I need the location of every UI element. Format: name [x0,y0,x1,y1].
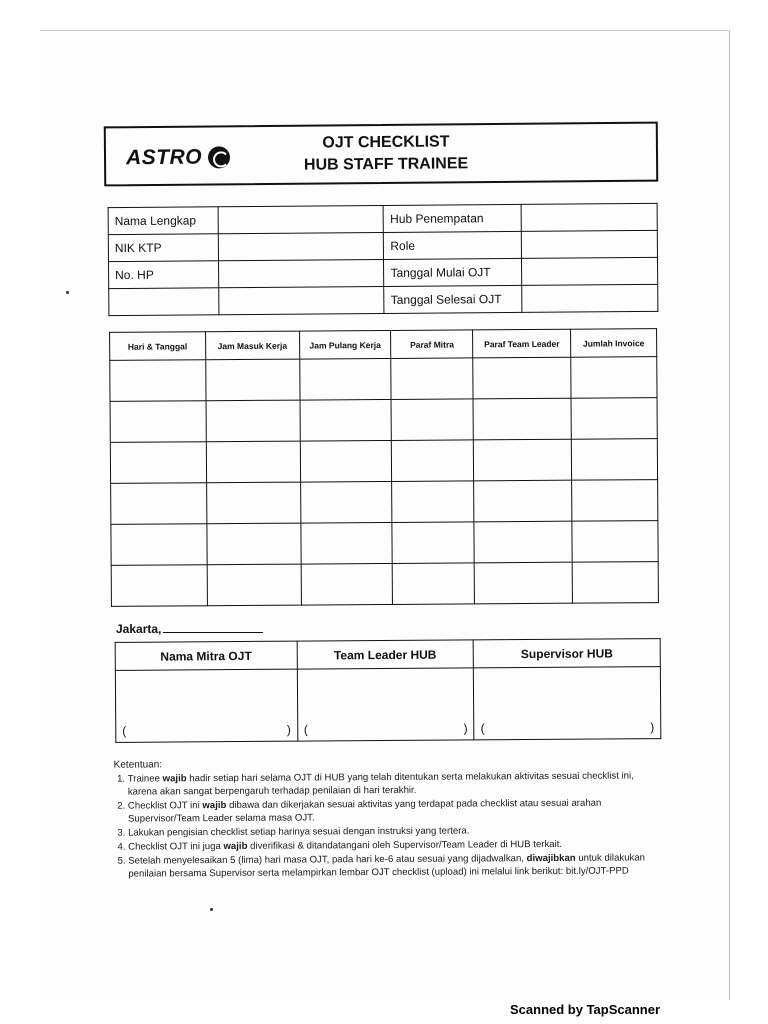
info-field[interactable] [218,205,384,233]
attendance-cell[interactable] [300,399,392,441]
signature-column-header: Team Leader HUB [297,640,474,669]
attendance-cell[interactable] [207,564,301,606]
info-label: Hub Penempatan [384,204,522,232]
signature-column-header: Nama Mitra OJT [115,641,297,670]
close-paren: ) [286,722,291,737]
signature-column-header: Supervisor HUB [473,639,660,668]
terms-section [114,755,661,881]
city-label: Jakarta, [116,622,162,636]
attendance-column-header: Jumlah Invoice [571,329,657,358]
open-paren: ( [303,722,308,737]
attendance-cell[interactable] [206,482,300,524]
info-field[interactable] [218,259,384,287]
attendance-cell[interactable] [206,359,300,401]
info-label: NIK KTP [108,234,218,262]
signature-table [115,638,662,743]
close-paren: ) [650,720,655,735]
scan-speck [210,908,213,911]
attendance-cell[interactable] [111,483,207,525]
attendance-cell[interactable] [474,562,572,604]
terms-item-text: Trainee [127,773,163,785]
attendance-cell[interactable] [473,398,571,440]
attendance-cell[interactable] [299,358,391,400]
attendance-cell[interactable] [571,439,657,481]
info-field[interactable] [522,284,658,312]
attendance-cell[interactable] [571,357,657,399]
attendance-row [111,521,658,566]
attendance-cell[interactable] [393,563,475,605]
scan-speck [66,291,69,294]
attendance-cell[interactable] [391,399,473,441]
terms-item-text: hadir setiap hari selama OJT di HUB yang telah ditentukan serta melakukan aktivitas sesuai checklist ini, karena akan sangat berpengaruh terhadap penilaian di hari terakhir. [127,770,634,798]
terms-item [128,769,660,798]
terms-item-emphasis: wajib [223,840,248,852]
logo-text: ASTRO [125,145,203,170]
attendance-cell[interactable] [110,401,206,443]
signature-box-mitra[interactable] [115,669,297,742]
open-paren: ( [122,723,127,738]
info-label [109,288,219,316]
terms-item-text: Lakukan pengisian checklist setiap harinya sesuai dengan instruksi yang tertera. [128,825,470,839]
attendance-row [110,398,657,443]
attendance-column-header: Paraf Team Leader [473,329,571,358]
attendance-cell[interactable] [572,480,658,522]
info-label: Tanggal Selesai OJT [384,285,522,313]
attendance-cell[interactable] [206,400,300,442]
attendance-cell[interactable] [301,563,393,605]
attendance-cell[interactable] [474,521,572,563]
signature-box-team-leader[interactable] [297,668,474,741]
terms-item-emphasis: wajib [162,773,187,785]
signature-box-supervisor[interactable] [474,667,661,740]
attendance-cell[interactable] [474,480,572,522]
attendance-cell[interactable] [110,442,206,484]
attendance-column-header: Jam Masuk Kerja [205,331,299,360]
attendance-table [109,328,659,607]
attendance-cell[interactable] [571,398,657,440]
info-label: Nama Lengkap [108,207,218,235]
attendance-cell[interactable] [392,440,474,482]
attendance-row [110,357,657,402]
attendance-cell[interactable] [392,481,474,523]
info-row [108,230,657,261]
attendance-cell[interactable] [474,439,572,481]
signature-row [115,667,660,743]
attendance-cell[interactable] [473,357,571,399]
open-paren: ( [480,721,485,736]
info-label: Role [384,231,522,259]
title-line-1: OJT CHECKLIST [322,133,450,152]
info-label: Tanggal Mulai OJT [384,258,522,286]
terms-item [128,796,660,825]
attendance-cell[interactable] [111,524,207,566]
terms-item-text: dibawa dan dikerjakan sesuai aktivitas yang terdapat pada checklist atau sesuai arahan Supervisor/Team Leader selama masa OJT. [127,797,602,825]
astro-logo [126,145,230,170]
terms-item-text: Checklist OJT ini [127,800,203,812]
attendance-cell[interactable] [392,522,474,564]
attendance-cell[interactable] [572,562,658,604]
attendance-row [111,562,658,607]
attendance-column-header: Jam Pulang Kerja [299,330,391,359]
signature-header-row [115,639,660,671]
info-field[interactable] [218,232,384,260]
info-field[interactable] [521,203,657,231]
info-row [109,257,658,288]
form-title [286,131,486,177]
title-line-2: HUB STAFF TRAINEE [303,155,469,174]
terms-title: Ketentuan: [113,759,163,771]
terms-item [128,851,660,880]
signing-place [116,622,263,636]
terms-item-text: Checklist OJT ini juga [128,840,224,853]
attendance-cell[interactable] [391,358,473,400]
terms-item-emphasis: wajib [202,799,227,812]
terms-list [114,769,661,880]
attendance-cell[interactable] [572,521,658,563]
attendance-row [111,480,658,525]
info-field[interactable] [219,286,385,314]
attendance-column-header: Hari & Tanggal [110,332,206,361]
info-label: No. HP [109,261,219,289]
date-blank-line[interactable] [163,632,263,633]
info-row [109,284,658,315]
info-field[interactable] [522,230,658,258]
info-field[interactable] [522,257,658,285]
trainee-info-table [108,203,659,316]
astro-logo-icon [208,146,230,168]
attendance-cell[interactable] [111,565,207,607]
attendance-cell[interactable] [301,522,393,564]
close-paren: ) [463,721,468,736]
terms-item-text: diverifikasi & ditandatangani oleh Supervisor/Team Leader di HUB terkait. [247,838,563,852]
terms-item-emphasis: diwajibkan [526,852,576,865]
info-row [108,203,657,234]
terms-item-text: untuk dilakukan penilaian bersama Supervisor serta melampirkan lembar OJT checklist (upload) ini melalui link berikut: bit.ly/OJT-PPD [128,852,646,880]
terms-item-text: Setelah menyelesaikan 5 (lima) hari masa OJT, pada hari ke-6 atau sesuai yang dijadwalkan, [128,853,527,867]
attendance-column-header: Paraf Mitra [391,330,473,359]
attendance-cell[interactable] [207,523,301,565]
attendance-cell[interactable] [300,440,392,482]
attendance-cell[interactable] [110,360,206,402]
attendance-header-row [110,329,657,361]
form-header [104,122,659,187]
attendance-cell[interactable] [206,441,300,483]
attendance-row [110,439,657,484]
scanner-watermark: Scanned by TapScanner [510,1002,661,1017]
attendance-cell[interactable] [300,481,392,523]
